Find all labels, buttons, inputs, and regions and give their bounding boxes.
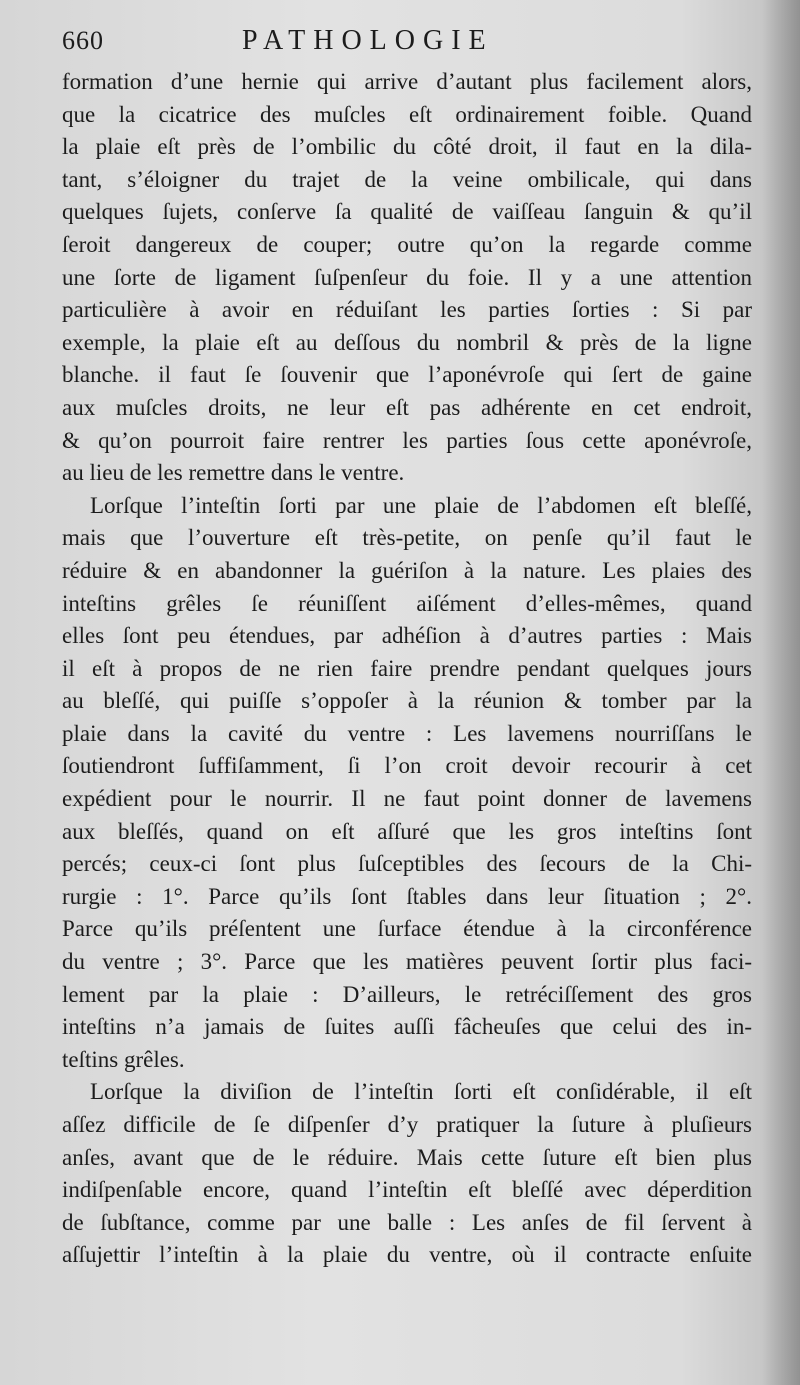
text-line: que la cicatrice des muſcles eſt ordinairement foible. Quand bbox=[62, 101, 752, 127]
text-line: blanche. il faut ſe ſouvenir que l’aponévroſe qui ſert de gaine bbox=[62, 362, 752, 388]
text-line: au lieu de les remettre dans le ventre. bbox=[62, 460, 405, 486]
text-line: inteſtins n’a jamais de ſuites auſſi fâcheuſes que celui des in- bbox=[62, 1014, 752, 1040]
page-number: 660 bbox=[62, 26, 104, 55]
text-line: ſeroit dangereux de couper; outre qu’on la regarde comme bbox=[62, 231, 752, 257]
text-line: réduire & en abandonner la guériſon à la nature. Les plaies des bbox=[62, 557, 752, 583]
text-line: ſoutiendront ſuffiſamment, ſi l’on croit devoir recourir à cet bbox=[62, 753, 752, 779]
page-gutter-shadow bbox=[762, 0, 800, 1385]
text-line: lement par la plaie : D’ailleurs, le retréciſſement des gros bbox=[62, 981, 752, 1007]
text-line: une ſorte de ligament ſuſpenſeur du foie. Il y a une attention bbox=[62, 264, 752, 290]
text-line: particulière à avoir en réduiſant les parties ſorties : Si par bbox=[62, 297, 752, 323]
text-line: inteſtins grêles ſe réuniſſent aiſément d’elles-mêmes, quand bbox=[62, 590, 752, 616]
text-line: plaie dans la cavité du ventre : Les lavemens nourriſſans le bbox=[62, 720, 752, 746]
text-line: Lorſque la diviſion de l’inteſtin ſorti eſt conſidérable, il eſt bbox=[90, 1079, 752, 1105]
text-line: du ventre ; 3°. Parce que les matières peuvent ſortir plus faci- bbox=[62, 949, 752, 975]
text-line: Parce qu’ils préſentent une ſurface étendue à la circonférence bbox=[62, 916, 752, 942]
text-line: mais que l’ouverture eſt très-petite, on penſe qu’il faut le bbox=[62, 525, 752, 551]
text-line: elles ſont peu étendues, par adhéſion à d’autres parties : Mais bbox=[62, 623, 752, 649]
paragraph bbox=[62, 490, 752, 1077]
text-line: aux bleſſés, quand on eſt aſſuré que les gros inteſtins ſont bbox=[62, 818, 752, 844]
text-line: tant, s’éloigner du trajet de la veine ombilicale, qui dans bbox=[62, 166, 752, 192]
running-title: PATHOLOGIE bbox=[242, 25, 494, 56]
text-line: aux muſcles droits, ne leur eſt pas adhérente en cet endroit, bbox=[62, 394, 752, 420]
text-line: la plaie eſt près de l’ombilic du côté droit, il faut en la dila- bbox=[62, 134, 752, 160]
text-line: quelques ſujets, conſerve ſa qualité de vaiſſeau ſanguin & qu’il bbox=[62, 199, 752, 225]
paragraph bbox=[62, 66, 752, 490]
paragraph bbox=[62, 1076, 752, 1272]
body-text bbox=[62, 66, 752, 1272]
text-line: de ſubſtance, comme par une balle : Les anſes de fil ſervent à bbox=[62, 1209, 752, 1235]
text-line: au bleſſé, qui puiſſe s’oppoſer à la réunion & tomber par la bbox=[62, 688, 752, 714]
text-line: exemple, la plaie eſt au deſſous du nombril & près de la ligne bbox=[62, 329, 752, 355]
text-line: Lorſque l’inteſtin ſorti par une plaie de l’abdomen eſt bleſſé, bbox=[90, 492, 752, 518]
text-line: anſes, avant que de le réduire. Mais cette ſuture eſt bien plus bbox=[62, 1144, 752, 1170]
text-line: aſſez difficile de ſe diſpenſer d’y pratiquer la ſuture à pluſieurs bbox=[62, 1112, 752, 1137]
text-line: formation d’une hernie qui arrive d’autant plus facilement alors, bbox=[62, 69, 752, 94]
text-line: indiſpenſable encore, quand l’inteſtin eſt bleſſé avec déperdition bbox=[62, 1177, 752, 1203]
text-line: percés; ceux-ci ſont plus ſuſceptibles des ſecours de la Chi- bbox=[62, 851, 752, 877]
text-line: rurgie : 1°. Parce qu’ils ſont ſtables dans leur ſituation ; 2°. bbox=[62, 883, 752, 909]
text-line: il eſt à propos de ne rien faire prendre pendant quelques jours bbox=[62, 655, 752, 681]
text-line: & qu’on pourroit faire rentrer les parties ſous cette aponévroſe, bbox=[62, 427, 752, 453]
text-line: aſſujettir l’inteſtin à la plaie du ventre, où il contracte enſuite bbox=[62, 1242, 752, 1268]
text-line: expédient pour le nourrir. Il ne faut point donner de lavemens bbox=[62, 786, 752, 812]
text-line: teſtins grêles. bbox=[62, 1046, 185, 1072]
page-header bbox=[62, 26, 762, 60]
